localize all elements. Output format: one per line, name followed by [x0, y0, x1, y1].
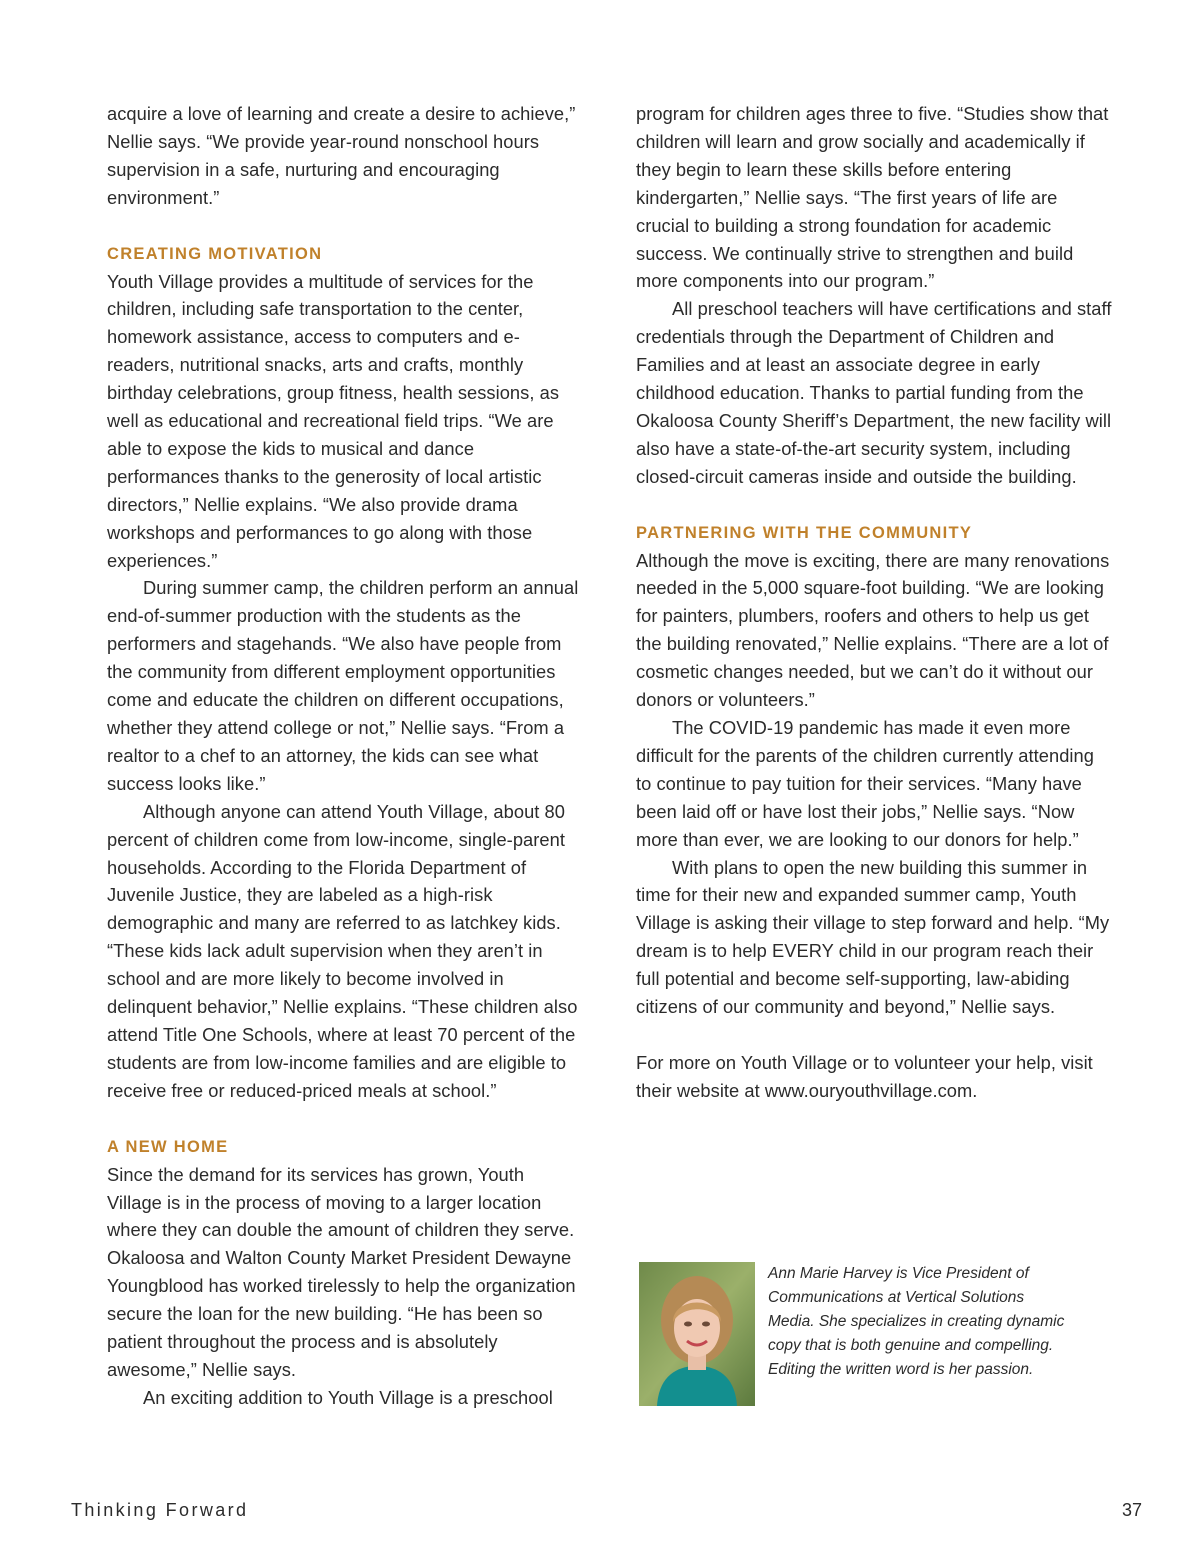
website-call-to-action: For more on Youth Village or to volunteer your help, visit their website at www.ouryouthvillage.com.	[636, 1051, 1093, 1101]
right-paragraph-5: With plans to open the new building this summer in time for their new and expanded summer camp, Youth Village is asking their village to step forward and help. “My dream is to help EVERY child in our program reach their full potential and become self-supporting, law-abiding citizens of our community and beyond,” Nellie says.	[636, 856, 1110, 1018]
author-box	[639, 1262, 1139, 1408]
heading-partnering-with-the-community: PARTNERING WITH THE COMMUNITY	[636, 523, 973, 542]
author-photo	[639, 1262, 755, 1406]
publication-title: Thinking Forward	[71, 1500, 249, 1520]
right-column	[636, 100, 1112, 1105]
left-paragraph-3: During summer camp, the children perform an annual end-of-summer production with the students as the performers and stagehands. “We also have people from the community from different employment opportunities come and educate the children on different occupations, whether they attend college or not,” Nellie says. “From a realtor to a chef to an attorney, the kids can see what success looks like.”	[107, 577, 579, 794]
page-number: 37	[1121, 1500, 1142, 1520]
right-paragraph-4: The COVID-19 pandemic has made it even more difficult for the parents of the children currently attending to continue to pay tuition for their services. “Many have been laid off or have lost their jobs,” Nellie says. “Now more than ever, we are looking to our donors for help.”	[636, 717, 1094, 850]
left-paragraph-1: acquire a love of learning and create a desire to achieve,” Nellie says. “We provide year-round nonschool hours supervision in a safe, nurturing and encouraging environment.”	[107, 103, 576, 208]
right-paragraph-3: Although the move is exciting, there are many renovations needed in the 5,000 square-foot building. “We are looking for painters, plumbers, roofers and others to help us get the building renovated,” Nellie explains. “There are a lot of cosmetic changes needed, but we can’t do it without our donors or volunteers.”	[636, 549, 1110, 711]
left-paragraph-5: Since the demand for its services has grown, Youth Village is in the process of moving to a larger location where they can double the amount of children they serve. Okaloosa and Walton County Market President Dewayne Youngblood has worked tirelessly to help the organization secure the loan for the new building. “He has been so patient throughout the process and is absolutely awesome,” Nellie says.	[107, 1163, 576, 1380]
author-bio: Ann Marie Harvey is Vice President of Communications at Vertical Solutions Media. She specializes in creating dynamic copy that is both genuine and compelling. Editing the written word is her passion.	[768, 1265, 1065, 1378]
left-paragraph-6: An exciting addition to Youth Village is a preschool	[143, 1386, 553, 1408]
left-paragraph-2: Youth Village provides a multitude of services for the children, including safe transportation to the center, homework assistance, access to computers and e-readers, nutritional snacks, arts and crafts, monthly birthday celebrations, group fitness, health sessions, as well as educational and recreational field trips. “We are able to expose the kids to musical and dance performances thanks to the generosity of local artistic directors,” Nellie explains. “We also provide drama workshops and performances to go along with those experiences.”	[107, 270, 560, 571]
heading-creating-motivation: CREATING MOTIVATION	[107, 244, 323, 263]
left-column	[107, 100, 583, 1412]
left-paragraph-4: Although anyone can attend Youth Village, about 80 percent of children come from low-income, single-parent households. According to the Florida Department of Juvenile Justice, they are labeled as a high-risk demographic and many are referred to as latchkey kids. “These kids lack adult supervision when they aren’t in school and are more likely to become involved in delinquent behavior,” Nellie explains. “These children also attend Title One Schools, where at least 70 percent of the students are from low-income families and are eligible to receive free or reduced-priced meals at school.”	[107, 800, 578, 1101]
right-paragraph-1: program for children ages three to five. “Studies show that children will learn and grow socially and academically if they begin to learn these skills before entering kindergarten,” Nellie says. “The first years of life are crucial to building a strong foundation for academic success. We continually strive to strengthen and build more components into our program.”	[636, 103, 1109, 292]
heading-a-new-home: A NEW HOME	[107, 1137, 229, 1156]
right-paragraph-2: All preschool teachers will have certifications and staff credentials through the Department of Children and Families and at least an associate degree in early childhood education. Thanks to partial funding from the Okaloosa County Sheriff’s Department, the new facility will also have a state-of-the-art security system, including closed-circuit cameras inside and outside the building.	[636, 298, 1112, 487]
